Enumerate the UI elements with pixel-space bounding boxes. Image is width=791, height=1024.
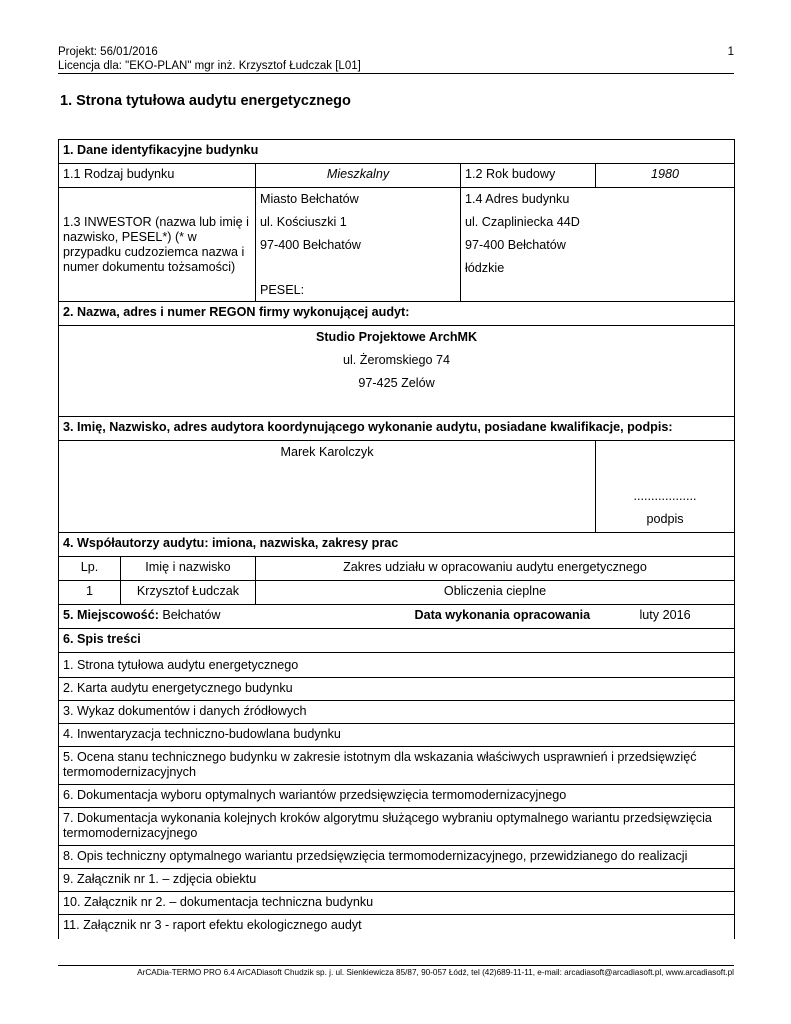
address-label: 1.4 Adres budynku bbox=[465, 192, 570, 206]
signature-cell bbox=[596, 441, 735, 533]
address-line: ul. Czapliniecka 44D bbox=[465, 215, 580, 229]
column-header-lp: Lp. bbox=[59, 557, 121, 581]
section4-heading: 4. Współautorzy audytu: imiona, nazwiska, zakresy prac bbox=[59, 533, 735, 557]
place-and-date-row bbox=[59, 605, 735, 629]
license-info: Licencja dla: "EKO-PLAN" mgr inż. Krzysztof Łudczak [L01] bbox=[58, 60, 361, 72]
page-header bbox=[58, 45, 734, 73]
signature-label: podpis bbox=[646, 512, 684, 526]
date-label: Data wykonania opracowania bbox=[414, 608, 591, 622]
page-number: 1 bbox=[727, 46, 734, 58]
list-item: 4. Inwentaryzacja techniczno-budowlana budynku bbox=[59, 723, 734, 746]
address-line: 97-400 Bełchatów bbox=[465, 238, 566, 252]
date-value: luty 2016 bbox=[639, 608, 691, 622]
signature-dots: .................. bbox=[633, 489, 697, 503]
section3-heading: 3. Imię, Nazwisko, adres audytora koordynującego wykonanie audytu, posiadane kwalifikacje, podpis: bbox=[59, 417, 735, 441]
section6-heading: 6. Spis treści bbox=[59, 629, 735, 653]
year-label: 1.2 Rok budowy bbox=[461, 164, 596, 188]
auditor-name: Marek Karolczyk bbox=[59, 441, 596, 533]
company-city: 97-425 Zelów bbox=[358, 376, 435, 390]
investor-line: Miasto Bełchatów bbox=[260, 192, 359, 206]
list-item: 2. Karta audytu energetycznego budynku bbox=[59, 677, 734, 700]
list-item: 1. Strona tytułowa audytu energetycznego bbox=[63, 658, 299, 672]
year-value: 1980 bbox=[596, 164, 735, 188]
investor-line: ul. Kościuszki 1 bbox=[260, 215, 347, 229]
address-line: łódzkie bbox=[465, 261, 505, 275]
list-item: 10. Załącznik nr 2. – dokumentacja techniczna budynku bbox=[59, 891, 734, 914]
coauthor-name: Krzysztof Łudczak bbox=[121, 581, 256, 605]
list-item: 7. Dokumentacja wykonania kolejnych kroków algorytmu służącego wybraniu optymalnego wariantu przedsięwzięcia termomodernizacyjnego bbox=[59, 807, 734, 845]
building-type-label: 1.1 Rodzaj budynku bbox=[59, 164, 256, 188]
list-item: 5. Ocena stanu technicznego budynku w zakresie istotnym dla wskazania właściwych usprawnień i przedsięwzięć termomodernizacyjnych bbox=[59, 746, 734, 784]
column-header-scope: Zakres udziału w opracowaniu audytu energetycznego bbox=[256, 557, 735, 581]
list-item: 3. Wykaz dokumentów i danych źródłowych bbox=[59, 700, 734, 723]
list-item: 8. Opis techniczny optymalnego wariantu przedsięwzięcia termomodernizacyjnego, przewidzianego do realizacji bbox=[59, 845, 734, 868]
building-type-value: Mieszkalny bbox=[256, 164, 461, 188]
company-info bbox=[59, 326, 735, 417]
list-item: 11. Załącznik nr 3 - raport efektu ekologicznego audyt bbox=[59, 914, 734, 939]
list-item: 9. Załącznik nr 1. – zdjęcia obiektu bbox=[59, 868, 734, 891]
section2-heading: 2. Nazwa, adres i numer REGON firmy wykonującej audyt: bbox=[59, 302, 735, 326]
page-title: 1. Strona tytułowa audytu energetycznego bbox=[60, 93, 351, 109]
column-header-name: Imię i nazwisko bbox=[121, 557, 256, 581]
page-footer: ArCADia-TERMO PRO 6.4 ArCADiasoft Chudzik sp. j. ul. Sienkiewicza 85/87, 90-057 Łódź, tel (42)689-11-11, e-mail: arcadiasoft@arcadiasoft.pl, www.arcadiasoft.pl bbox=[137, 968, 734, 977]
investor-line: 97-400 Bełchatów bbox=[260, 238, 361, 252]
investor-label: 1.3 INWESTOR (nazwa lub imię i nazwisko, PESEL*) (* w przypadku cudzoziemca nazwa i numer dokumentu tożsamości) bbox=[59, 188, 256, 302]
investor-details bbox=[256, 188, 461, 302]
section1-heading: 1. Dane identyfikacyjne budynku bbox=[59, 140, 735, 164]
project-number: Projekt: 56/01/2016 bbox=[58, 46, 158, 58]
building-address bbox=[461, 188, 735, 302]
coauthor-lp: 1 bbox=[59, 581, 121, 605]
footer-divider bbox=[58, 965, 734, 966]
list-item: 6. Dokumentacja wyboru optymalnych wariantów przedsięwzięcia termomodernizacyjnego bbox=[59, 784, 734, 807]
place-label: 5. Miejscowość: bbox=[63, 608, 159, 622]
header-divider bbox=[58, 73, 734, 74]
table-row bbox=[59, 581, 735, 605]
company-street: ul. Żeromskiego 74 bbox=[342, 353, 451, 367]
place-value: Bełchatów bbox=[162, 608, 221, 622]
pesel-label: PESEL: bbox=[260, 283, 305, 297]
coauthor-scope: Obliczenia cieplne bbox=[256, 581, 735, 605]
company-name: Studio Projektowe ArchMK bbox=[315, 330, 478, 344]
audit-title-table bbox=[58, 139, 735, 939]
table-of-contents bbox=[59, 653, 735, 940]
